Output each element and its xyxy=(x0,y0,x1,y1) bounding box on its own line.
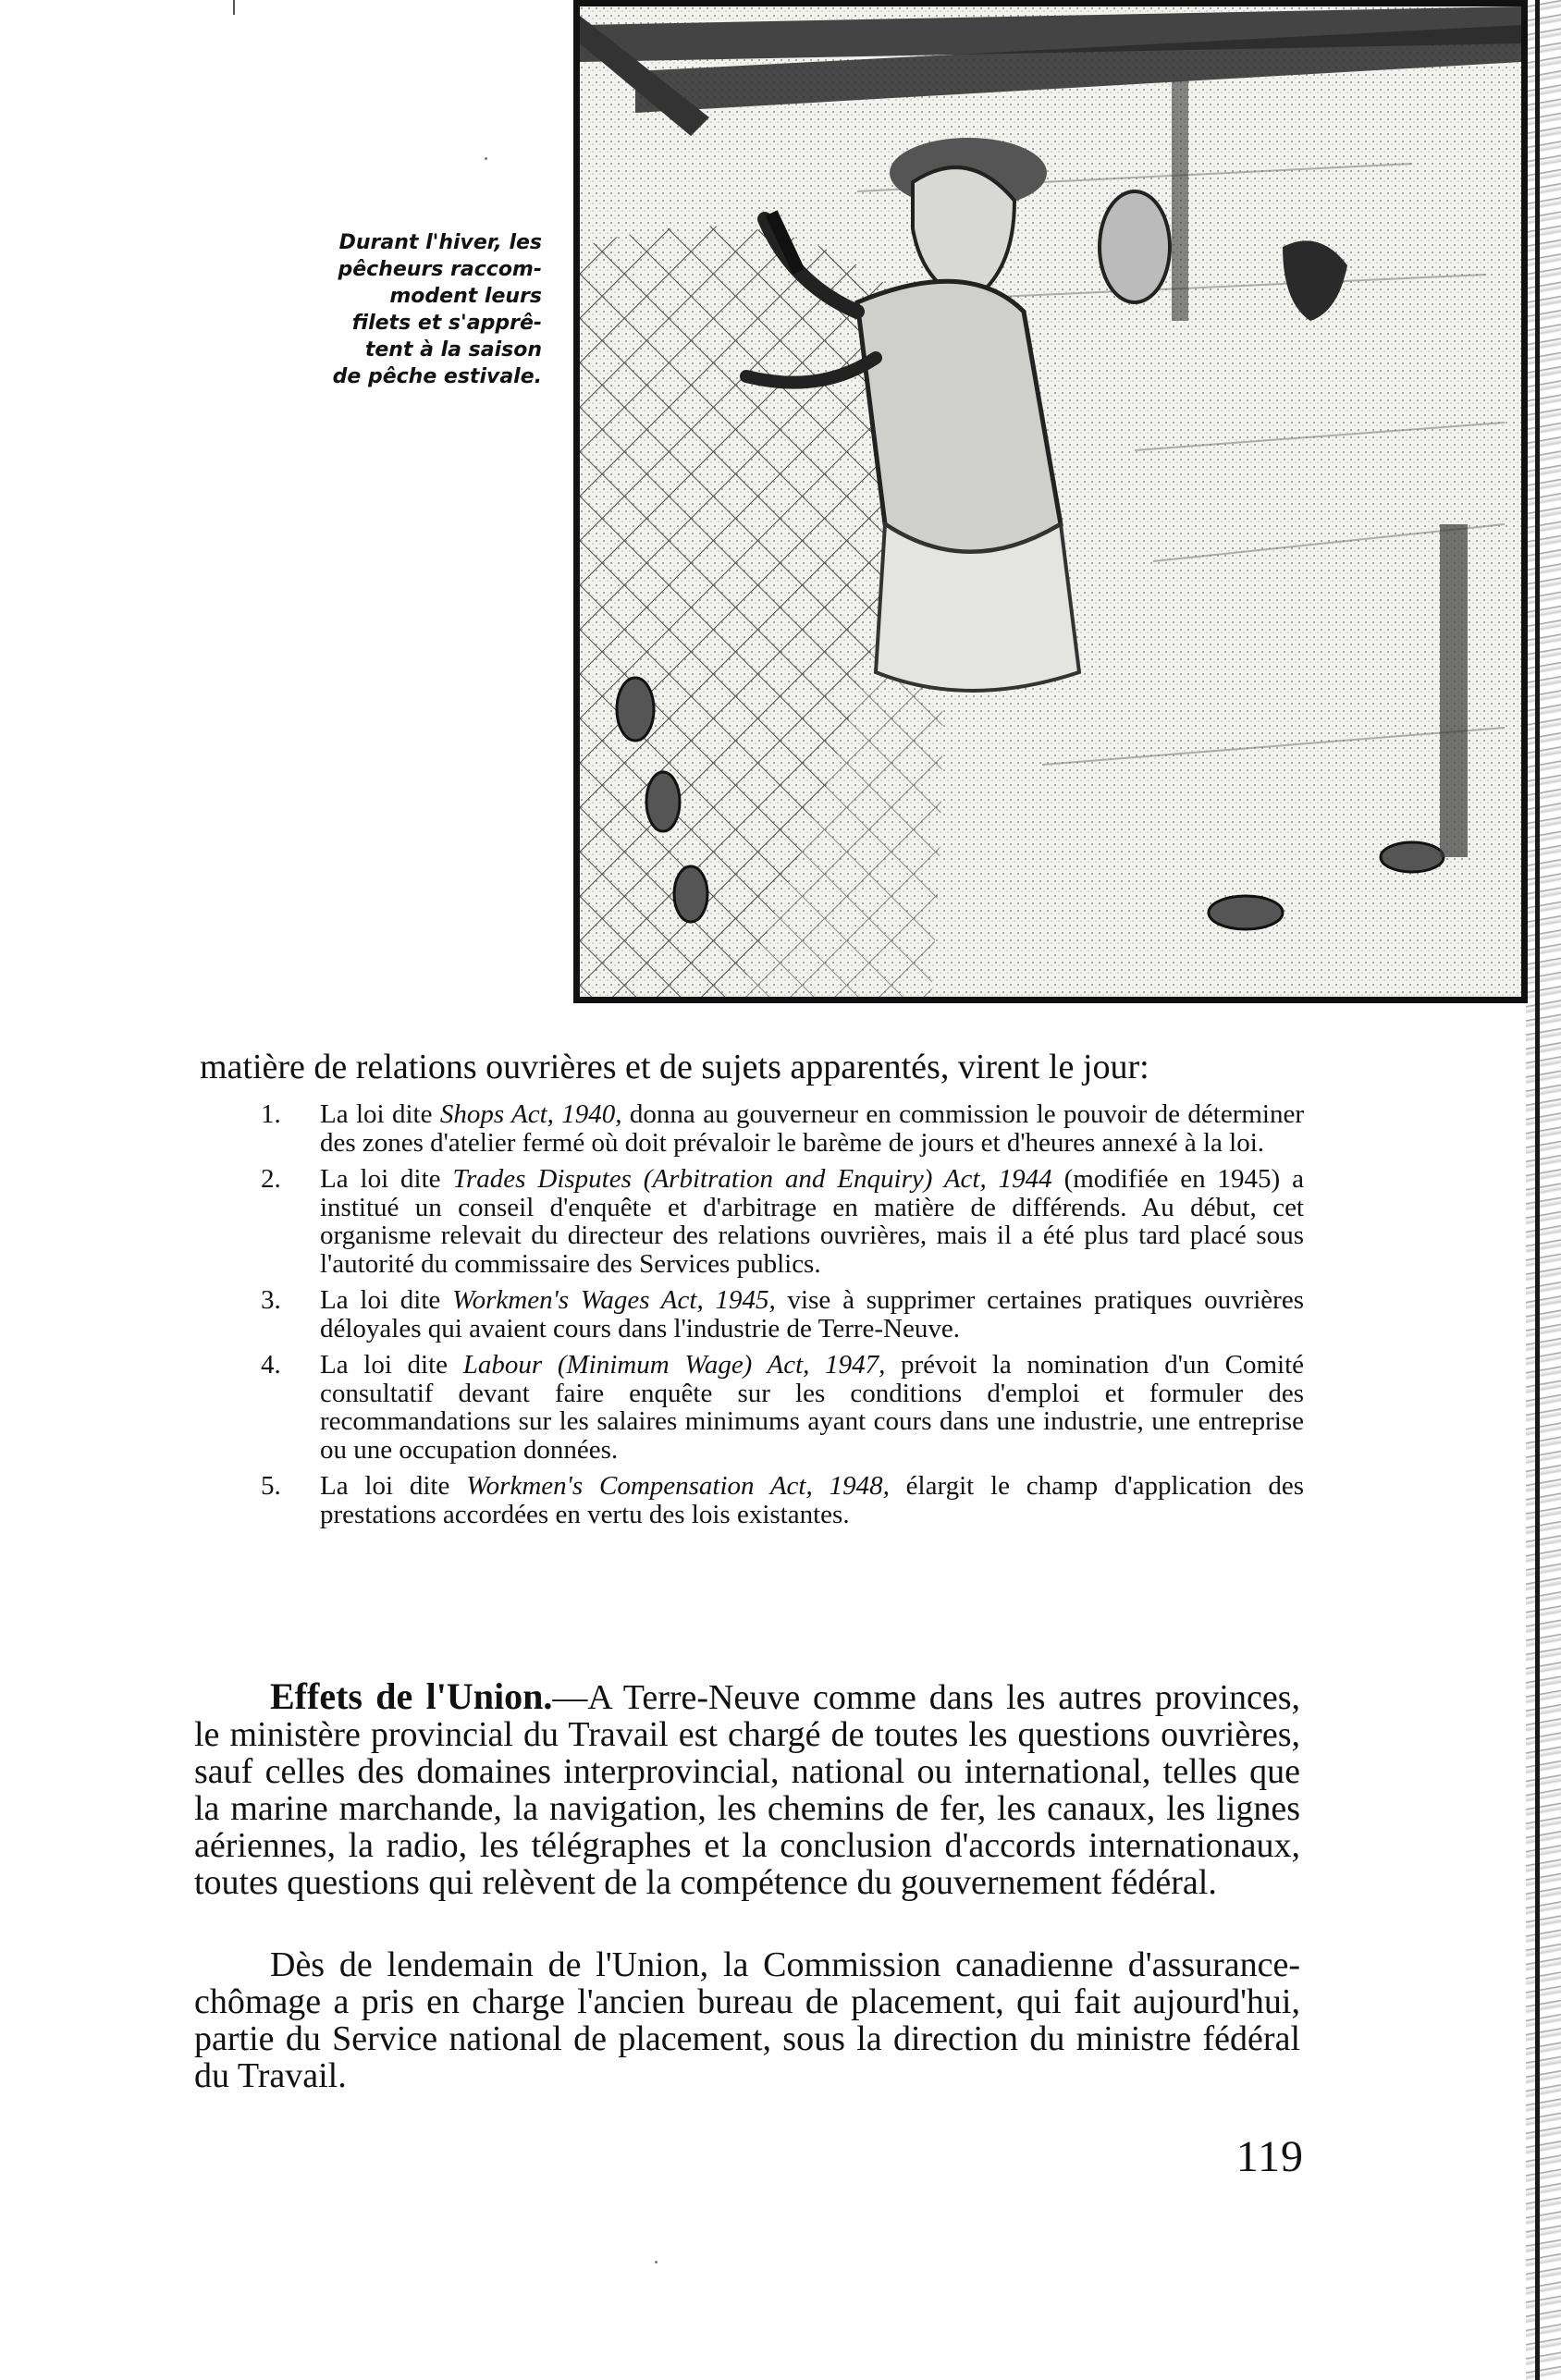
list-item xyxy=(250,1286,1304,1343)
law-title: Workmen's Compensation Act, 1948, xyxy=(466,1471,890,1501)
photo-icon xyxy=(580,6,1521,997)
law-prefix: La loi dite xyxy=(320,1285,453,1315)
law-text: vise à supprimer certaines pratiques ouvrières déloyales qui avaient cours dans l'industrie de Terre-Neuve. xyxy=(320,1285,1304,1343)
section-paragraph xyxy=(194,1675,1300,1902)
caption-line: Durant l'hiver, les xyxy=(338,231,542,254)
scan-speck xyxy=(655,2261,658,2263)
photo-caption xyxy=(277,229,542,390)
law-title: Trades Disputes (Arbitration and Enquiry) Act, 1944 xyxy=(452,1164,1052,1194)
caption-line: filets et s'apprê- xyxy=(351,312,542,335)
section-paragraph xyxy=(194,1946,1300,2094)
law-prefix: La loi dite xyxy=(320,1471,467,1501)
scan-edge-line xyxy=(1535,0,1540,2380)
list-number: 2. xyxy=(261,1164,281,1194)
list-item xyxy=(250,1472,1304,1528)
law-title: Labour (Minimum Wage) Act, 1947, xyxy=(462,1350,886,1380)
list-item xyxy=(250,1165,1304,1278)
page-number: 119 xyxy=(1235,2132,1304,2181)
caption-line: pêcheurs raccom- xyxy=(338,258,542,281)
list-number: 4. xyxy=(261,1350,281,1380)
law-text: prévoit la nomination d'un Comité consultatif devant faire enquête sur les conditions d'emploi et formuler des recommandations sur les salaires minimums ayant cours dans une industrie, une entreprise ou une occupation données. xyxy=(320,1350,1305,1465)
paragraph-text: Dès de lendemain de l'Union, la Commission canadienne d'assurance-chômage a pris en charge l'ancien bureau de placement, qui fait aujourd'hui, partie du Service national de placement, sous la direction du ministre fédéral du Travail. xyxy=(194,1945,1300,2095)
scan-speck xyxy=(485,157,487,160)
caption-line: tent à la saison xyxy=(364,338,542,362)
law-list xyxy=(250,1100,1304,1537)
list-number: 5. xyxy=(261,1471,281,1501)
list-number: 3. xyxy=(261,1285,281,1315)
law-title: Workmen's Wages Act, 1945, xyxy=(452,1285,776,1315)
list-item xyxy=(250,1351,1304,1464)
law-prefix: La loi dite xyxy=(320,1099,440,1129)
law-prefix: La loi dite xyxy=(320,1164,453,1194)
caption-line: de pêche estivale. xyxy=(332,365,542,388)
fisherman-mending-net-photo xyxy=(573,0,1528,1003)
law-title: Shops Act, 1940, xyxy=(439,1099,622,1129)
law-prefix: La loi dite xyxy=(320,1350,463,1380)
paragraph-text: —A Terre-Neuve comme dans les autres provinces, le ministère provincial du Travail est chargé de toutes les questions ouvrières, sauf celles des domaines interprovincial, national ou international, telles que la marine marchande, la navigation, les chemins de fer, les canaux, les lignes aériennes, la radio, les télégraphes et la conclusion d'accords internationaux, toutes questions qui relèvent de la compétence du gouvernement fédéral. xyxy=(194,1678,1300,1902)
scan-edge xyxy=(1526,0,1561,2380)
scan-tick-mark xyxy=(233,0,235,15)
section-heading: Effets de l'Union. xyxy=(270,1675,553,1717)
list-item xyxy=(250,1100,1304,1157)
law-text: (modifiée en 1945) a institué un conseil d'enquête et d'arbitrage en matière de différends. Au début, cet organisme relevait du directeur des relations ouvrières, mais il a été plus tard placé sous l'autorité du commissaire des Services publics. xyxy=(320,1164,1304,1279)
caption-line: modent leurs xyxy=(389,285,542,308)
law-text: élargit le champ d'application des prestations accordées en vertu des lois existantes. xyxy=(320,1471,1304,1529)
law-text: donna au gouverneur en commission le pouvoir de déterminer des zones d'atelier fermé où doit prévaloir le barème de jours et d'heures annexé à la loi. xyxy=(320,1099,1305,1158)
list-number: 1. xyxy=(261,1099,281,1129)
lead-line: matière de relations ouvrières et de sujets apparentés, virent le jour: xyxy=(200,1048,1149,1086)
